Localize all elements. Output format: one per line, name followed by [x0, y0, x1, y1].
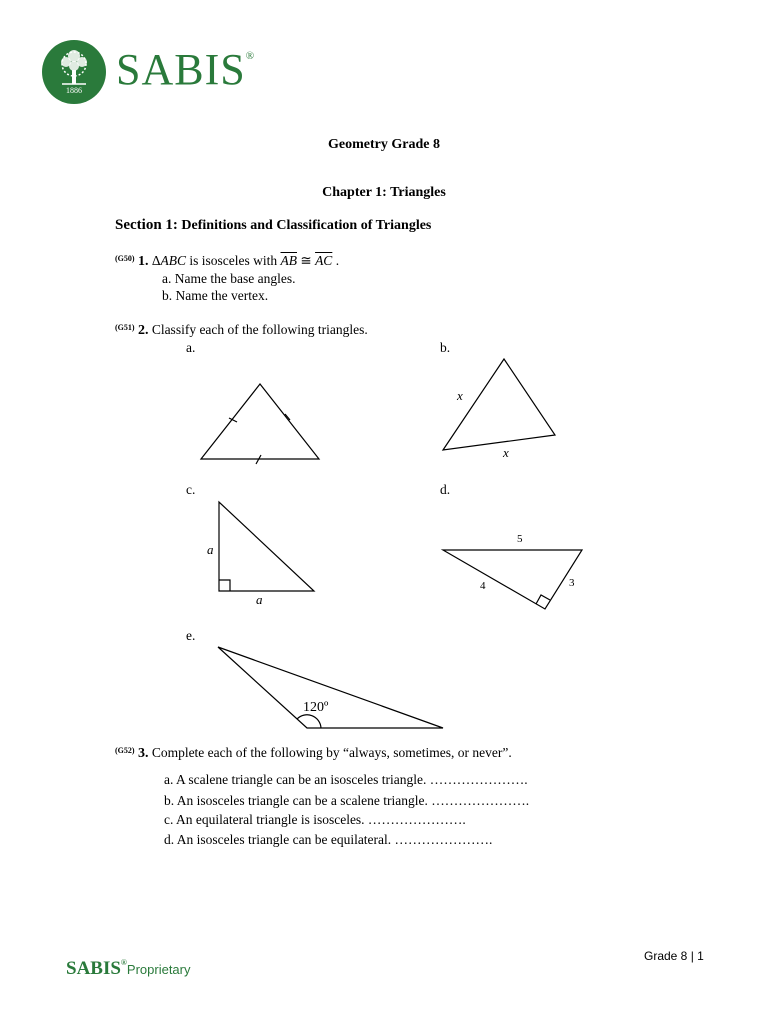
chapter-title: Chapter 1: Triangles — [322, 185, 446, 200]
section-label: Section 1: — [115, 217, 178, 233]
page-title: Geometry Grade 8 — [328, 137, 440, 152]
side-label-5: 5 — [517, 533, 523, 545]
question-end: . — [332, 253, 340, 268]
question-number: 2. — [137, 323, 149, 338]
triangle-a — [201, 384, 319, 459]
question-3c: c. An equilateral triangle is isosceles. …………………. — [164, 812, 466, 827]
triangle-d — [443, 550, 582, 609]
question-text: Complete each of the following by “always, sometimes, or never”. — [151, 745, 512, 760]
side-label-3: 3 — [569, 577, 575, 589]
section-title: Definitions and Classification of Triangles — [181, 218, 432, 233]
right-angle-mark — [219, 580, 230, 591]
side-label-a1: a — [207, 542, 214, 557]
delta-symbol: Δ — [151, 253, 161, 268]
figure-label-e: e. — [186, 628, 196, 643]
triangle-name: ABC — [160, 253, 186, 268]
question-3d: d. An isosceles triangle can be equilateral. …………………. — [164, 832, 493, 847]
question-1b: b. Name the vertex. — [162, 288, 269, 303]
footer-brand — [66, 958, 190, 980]
question-code: (G50) — [115, 254, 135, 263]
angle-label-120: 120º — [303, 700, 329, 715]
figure-label-c: c. — [186, 482, 196, 497]
side-label-4: 4 — [480, 580, 486, 592]
triangle-c — [219, 502, 314, 591]
figure-label-a: a. — [186, 340, 196, 355]
segment-ac: $\overline{AC}$ — [315, 253, 333, 268]
congruent-symbol: ≅ — [297, 253, 316, 268]
side-label-x1: x — [457, 388, 463, 403]
triangle-e — [218, 647, 443, 728]
footer-proprietary: Proprietary — [126, 962, 191, 977]
question-number: 3. — [137, 746, 149, 761]
question-code: (G51) — [115, 323, 135, 332]
question-3 — [115, 745, 512, 762]
triangle-b — [443, 359, 555, 450]
question-3a: a. A scalene triangle can be an isosceles triangle. …………………. — [164, 772, 528, 787]
question-text: Classify each of the following triangles. — [151, 322, 368, 337]
footer-brand-text: SABIS — [66, 958, 121, 979]
question-1a: a. Name the base angles. — [162, 271, 296, 286]
question-3b: b. An isosceles triangle can be a scalene triangle. …………………. — [164, 793, 530, 808]
page-number: Grade 8 | 1 — [644, 949, 704, 963]
logo-year: 1886 — [66, 86, 82, 95]
question-text: is isosceles with — [186, 253, 281, 268]
brand-text: SABIS — [116, 45, 246, 94]
side-label-x2: x — [503, 445, 509, 460]
segment-ab: $\overline{AB}$ — [280, 253, 297, 268]
registered-mark: ® — [245, 50, 256, 62]
footer-registered: ® — [120, 958, 127, 967]
question-code: (G52) — [115, 746, 135, 755]
question-number: 1. — [137, 254, 149, 269]
right-angle-mark — [536, 595, 550, 604]
figure-label-b: b. — [440, 340, 451, 355]
figure-label-d: d. — [440, 482, 451, 497]
side-label-a2: a — [256, 592, 263, 607]
